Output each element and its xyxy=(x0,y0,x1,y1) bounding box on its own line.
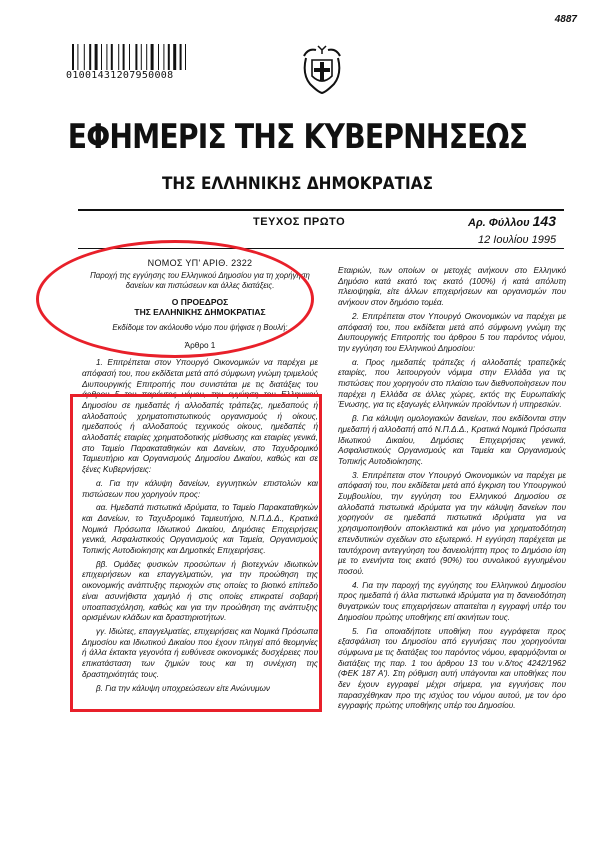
sheet-number-block xyxy=(468,213,556,229)
paragraph: 1. Επιτρέπεται στον Υπουργό Οικονομικών να παρέχει με απόφασή του, που εκδίδεται μετά από σύμφωνη γνώμη τριμελούς Διυπουργικής Επιτροπής που συνιστάται με τις διατάξεις του άρθρου 5 του παρόντος νόμου, την εγγύηση του Ελληνικού Δημοσίου σε ημεδαπές ή αλλοδαπές τράπεζες, ημεδαπούς ή αλλοδαπούς χρηματοπιστωτικούς οργανισμούς ή οίκους, ημεδαπούς ή αλλοδαπούς τεχνικούς οίκους, ημεδαπές ή αλλοδαπές εταιρίες χρηματοδοτικής μίσθωσης και εταιρίες γενικά, στο Ταμείο Παρακαταθηκών και Δανείων, στο Ταχυδρομικό Ταμιευτήριο και Οργανισμούς Δημοσίου Δικαίου, καθώς και σε ξένες Κυβερνήσεις: xyxy=(82,358,318,475)
paragraph: α. Προς ημεδαπές τράπεζες ή αλλοδαπές τραπεζικές εταιρίες, που λειτουργούν νόμιμα στην Ελλάδα για τις πιστώσεις που χορηγούν στο πλαίσιο των διεθνοποίησεων που παρέχει η Ελλάδα σε άλλες χώρες, εκτός της Ευρωπαϊκής Ένωσης, για τις εξαγωγές ελληνικών προϊόντων ή υπηρεσιών. xyxy=(338,357,566,410)
paragraph: Εταιριών, των οποίων οι μετοχές ανήκουν στο Ελληνικό Δημόσιο κατά εκατό τοις εκατό (100%) ή κατά απόλυτη πλειοψηφία, είτε άλλων επιχειρήσεων και οργανισμών που ανήκουν στον δημόσιο τομέα. xyxy=(338,266,566,308)
paragraph: β. Για κάλυψη ομολογιακών δανείων, που εκδίδονται στην ημεδαπή ή αλλοδαπή από Ν.Π.Δ.Δ., Κρατικά Νομικά Πρόσωπα Ιδιωτικού Δικαίου, Δημόσιες Επιχειρήσεις γενικά, Ασφαλιστικούς Οργανισμούς και Ταμεία και Οργανισμούς Τοπικής Αυτοδιοίκησης. xyxy=(338,414,566,466)
issue-label: ΤΕΥΧΟΣ ΠΡΩΤΟ xyxy=(253,216,346,228)
president-line-1: Ο ΠΡΟΕΔΡΟΣ xyxy=(171,296,229,307)
page-number: 4887 xyxy=(554,14,577,25)
paragraph: ββ. Ομάδες φυσικών προσώπων ή βιοτεχνών ιδιωτικών επιχειρήσεων και επαγγελματιών, για την προώθηση της οικονομικής ανάπτυξης περιοχών στις οποίες το βιοτικό επίπεδο είναι ασυνήθιστα χαμηλό ή στις οποίες επικρατεί σοβαρή υποαπασχόληση, καθώς και για την προώθηση της ανάπτυξης ορισμένων κλάδων και δραστηριοτήτων. xyxy=(82,559,318,623)
paragraph: 2. Επιτρέπεται στον Υπουργό Οικονομικών να παρέχει με απόφασή του, που εκδίδεται μετά από σύμφωνη γνώμη της Διυπουργικής Επιτροπής του άρθρου 5 του παρόντος νόμου, την εγγύηση του Ελληνικού Δημοσίου: xyxy=(338,311,566,353)
coat-of-arms-icon xyxy=(298,44,346,94)
law-description: Παροχή της εγγύησης του Ελληνικού Δημοσίου για τη χορήγηση δανείων και πιστώσεων και άλλες διατάξεις. xyxy=(90,270,310,290)
gazette-subtitle: ΤΗΣ ΕΛΛΗΝΙΚΗΣ ΔΗΜΟΚΡΑΤΙΑΣ xyxy=(161,174,434,194)
barcode xyxy=(72,44,212,70)
highlight-rectangle xyxy=(70,394,322,712)
header-rule-top xyxy=(78,209,564,211)
article-heading: Άρθρο 1 xyxy=(184,341,216,351)
right-column xyxy=(338,266,566,715)
paragraph: 4. Για την παροχή της εγγύησης του Ελληνικού Δημοσίου προς ημεδαπά ή άλλα πιστωτικά ιδρύματα για τη δανειοδότηση θυγατρικών τους επιχειρήσεων απαιτείται η εγγραφή υπέρ του Δημοσίου πρώτης υποθήκης επί ακινήτων τους. xyxy=(338,580,566,622)
sheet-number: 143 xyxy=(532,213,556,229)
president-line-2: ΤΗΣ ΕΛΛΗΝΙΚΗΣ ΔΗΜΟΚΡΑΤΙΑΣ xyxy=(134,306,266,317)
paragraph: β. Για την κάλυψη υποχρεώσεων είτε Ανώνυμων xyxy=(96,683,270,693)
paragraph: αα. Ημεδαπά πιστωτικά ιδρύματα, το Ταμείο Παρακαταθηκών και Δανείων, το Ταχυδρομικό Ταμιευτήριο, Ν.Π.Δ.Δ., Κρατικά Νομικά Πρόσωπα Ιδιωτικού Δικαίου, Δημόσιες Επιχειρήσεις γενικά, Ασφαλιστικούς Οργανισμούς και Ταμεία, Οργανισμούς Τοπικής Αυτοδιοίκησης και Δημοτικές Επιχειρήσεις. xyxy=(82,503,318,556)
enactment-formula: Εκδίδομε τον ακόλουθο νόμο που ψήφισε η Βουλή: xyxy=(112,322,288,332)
paragraph: 5. Για οποιαδήποτε υποθήκη που εγγράφεται προς εξασφάλιση του Δημοσίου από εγγυήσεις που χορηγούνται σύμφωνα με τις διατάξεις του παρόντος νόμου, εφαρμόζονται οι διατάξεις της παρ. 1 του άρθρου 13 του ν.δ/τος 4242/1962 (ΦΕΚ 187 Α'). Στη ρύθμιση αυτή υπάγονται και υποθήκες που δεν έχουν εγγραφεί μέχρι σήμερα, για εγγυήσεις που παρασχέθηκαν προ της ισχύος του νόμου αυτού, με τον όρο εγγραφής πρώτης υποθήκης υπέρ του Δημοσίου. xyxy=(338,626,566,711)
paragraph: 3. Επιτρέπεται στον Υπουργό Οικονομικών να παρέχει με απόφασή του, που εκδίδεται μετά από έγκριση του Υπουργικού Συμβουλίου, την εγγύηση του Ελληνικού Δημοσίου σε αλλοδαπά πιστωτικά ιδρύματα για την κάλυψη δανείων που χορηγούν σε ημεδαπά πιστωτικά ιδρύματα για να χρησιμοποιηθούν αποκλειστικά και μόνο για χρηματοδότηση επενδυτικών σχεδίων στο εξωτερικό. Η εγγύηση παρέχεται με ταυτόχρονη αντεγγύηση του δανειολήπτη προς το Δημόσιο ίση με το ενενήντα τοις εκατό (90%) του συνολικού εγγυημένου ποσού. xyxy=(338,470,566,576)
sheet-label: Αρ. Φύλλου xyxy=(468,217,530,229)
paragraph: α. Για την κάλυψη δανείων, εγγυητικών επιστολών και πιστώσεων που χορηγούν προς: xyxy=(82,478,318,499)
barcode-number: 01001431207950008 xyxy=(66,70,174,81)
paragraph: γγ. Ιδιώτες, επαγγελματίες, επιχειρήσεις και Νομικά Πρόσωπα Δημοσίου και Ιδιωτικού Δικαίου που έχουν πληγεί από θεομηνίες ή άλλα έκτακτα γεγονότα ή ευθύνεσε οικονομικές δυσχέρειες που επικατάσταση των ζημιών τους και τη συνέχιση της δραστηριότητάς τους. xyxy=(82,626,318,679)
issue-date: 12 Ιουλίου 1995 xyxy=(478,234,557,246)
gazette-title: ΕΦΗΜΕΡΙΣ ΤΗΣ ΚΥΒΕΡΝΗΣΕΩΣ xyxy=(67,117,528,157)
law-title: ΝΟΜΟΣ ΥΠ' ΑΡΙΘ. 2322 xyxy=(147,258,253,268)
highlight-oval xyxy=(36,240,314,358)
